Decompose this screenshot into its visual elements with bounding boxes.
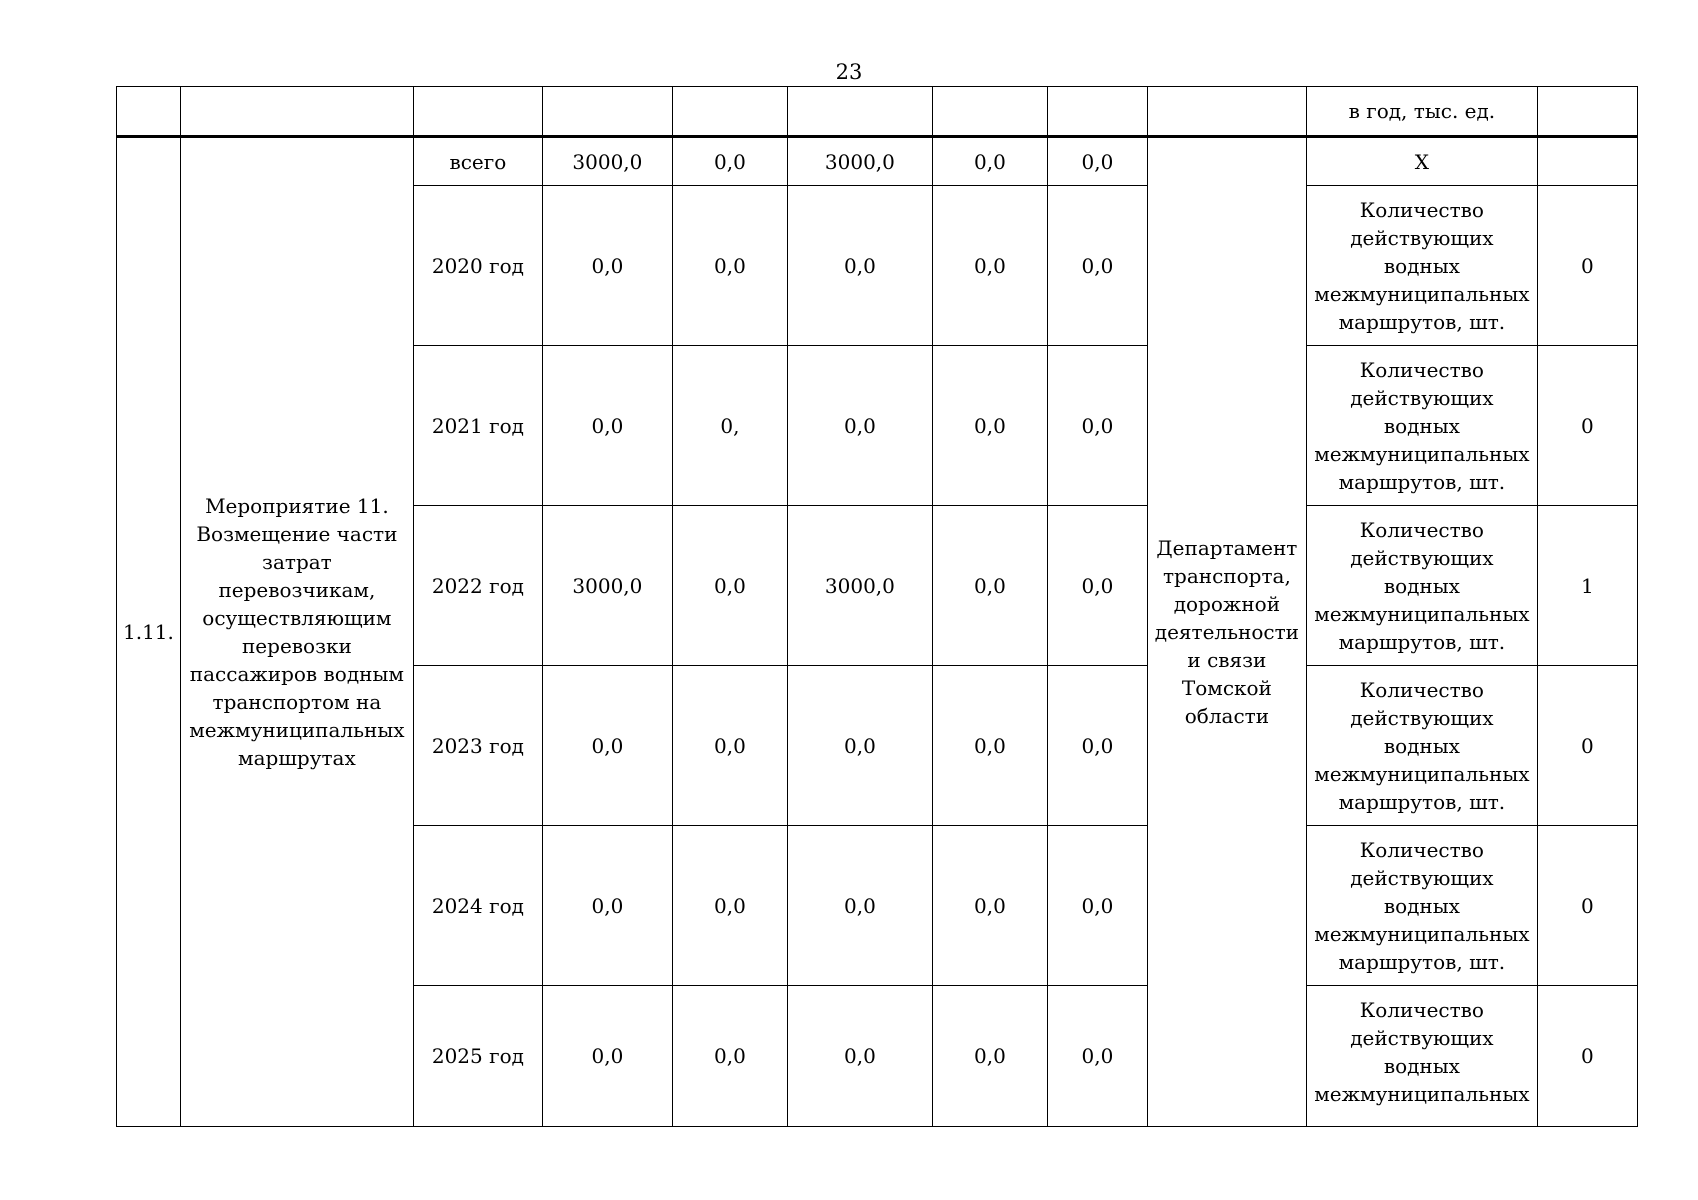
indicator-cell: Количество действующих водных межмуниципальных маршрутов, шт. — [1306, 346, 1537, 506]
col5-cell: 0,0 — [1047, 666, 1147, 826]
header-cell-col5 — [1047, 87, 1147, 137]
col2-cell: 0,0 — [672, 826, 787, 986]
header-cell-col4 — [932, 87, 1047, 137]
col5-cell: 0,0 — [1047, 986, 1147, 1127]
total-cell: 0,0 — [542, 346, 672, 506]
col4-cell: 0,0 — [932, 986, 1047, 1127]
indicator-cell: Количество действующих водных межмуниципальных — [1306, 986, 1537, 1127]
indicator-cell: Количество действующих водных межмуниципальных маршрутов, шт. — [1306, 506, 1537, 666]
col4-cell: 0,0 — [932, 186, 1047, 346]
col3-cell: 0,0 — [787, 666, 932, 826]
total-cell: 0,0 — [542, 986, 672, 1127]
col3-cell: 0,0 — [787, 186, 932, 346]
col2-cell: 0,0 — [672, 986, 787, 1127]
total-cell: 3000,0 — [542, 506, 672, 666]
header-cell-col3 — [787, 87, 932, 137]
item-number: 1.11. — [117, 137, 181, 1127]
period-cell: 2022 год — [413, 506, 542, 666]
value-cell: 0 — [1537, 666, 1637, 826]
col2-cell: 0,0 — [672, 137, 787, 186]
indicator-cell: Количество действующих водных межмуниципальных маршрутов, шт. — [1306, 186, 1537, 346]
header-cell-col2 — [672, 87, 787, 137]
header-cell-value — [1537, 87, 1637, 137]
col2-cell: 0,0 — [672, 186, 787, 346]
col3-cell: 0,0 — [787, 826, 932, 986]
col3-cell: 3000,0 — [787, 137, 932, 186]
indicator-cell: Количество действующих водных межмуниципальных маршрутов, шт. — [1306, 666, 1537, 826]
total-cell: 0,0 — [542, 666, 672, 826]
col4-cell: 0,0 — [932, 137, 1047, 186]
header-cell-department — [1147, 87, 1306, 137]
col3-cell: 3000,0 — [787, 506, 932, 666]
col3-cell: 0,0 — [787, 986, 932, 1127]
col5-cell: 0,0 — [1047, 346, 1147, 506]
value-cell: 1 — [1537, 506, 1637, 666]
col5-cell: 0,0 — [1047, 826, 1147, 986]
period-cell: 2023 год — [413, 666, 542, 826]
header-cell-indicator-unit: в год, тыс. ед. — [1306, 87, 1537, 137]
col2-cell: 0,0 — [672, 506, 787, 666]
value-cell — [1537, 137, 1637, 186]
program-table — [116, 86, 1638, 1127]
value-cell: 0 — [1537, 346, 1637, 506]
period-cell: всего — [413, 137, 542, 186]
total-cell: 3000,0 — [542, 137, 672, 186]
period-cell: 2024 год — [413, 826, 542, 986]
col4-cell: 0,0 — [932, 666, 1047, 826]
indicator-cell: Количество действующих водных межмуниципальных маршрутов, шт. — [1306, 826, 1537, 986]
table-header-row — [117, 87, 1638, 137]
header-cell-number — [117, 87, 181, 137]
period-cell: 2025 год — [413, 986, 542, 1127]
value-cell: 0 — [1537, 986, 1637, 1127]
col4-cell: 0,0 — [932, 826, 1047, 986]
col2-cell: 0, — [672, 346, 787, 506]
header-cell-name — [180, 87, 413, 137]
total-cell: 0,0 — [542, 826, 672, 986]
period-cell: 2021 год — [413, 346, 542, 506]
col4-cell: 0,0 — [932, 506, 1047, 666]
indicator-cell: Х — [1306, 137, 1537, 186]
value-cell: 0 — [1537, 826, 1637, 986]
period-cell: 2020 год — [413, 186, 542, 346]
table-row-total — [117, 137, 1638, 186]
col5-cell: 0,0 — [1047, 186, 1147, 346]
department-cell: Департамент транспорта, дорожной деятельности и связи Томской области — [1147, 137, 1306, 1127]
col2-cell: 0,0 — [672, 666, 787, 826]
col5-cell: 0,0 — [1047, 137, 1147, 186]
total-cell: 0,0 — [542, 186, 672, 346]
col5-cell: 0,0 — [1047, 506, 1147, 666]
value-cell: 0 — [1537, 186, 1637, 346]
header-cell-total — [542, 87, 672, 137]
col4-cell: 0,0 — [932, 346, 1047, 506]
item-name: Мероприятие 11. Возмещение части затрат перевозчикам, осуществляющим перевозки пассажиров водным транспортом на межмуниципальных маршрутах — [180, 137, 413, 1127]
header-cell-period — [413, 87, 542, 137]
page-number: 23 — [835, 60, 863, 84]
col3-cell: 0,0 — [787, 346, 932, 506]
